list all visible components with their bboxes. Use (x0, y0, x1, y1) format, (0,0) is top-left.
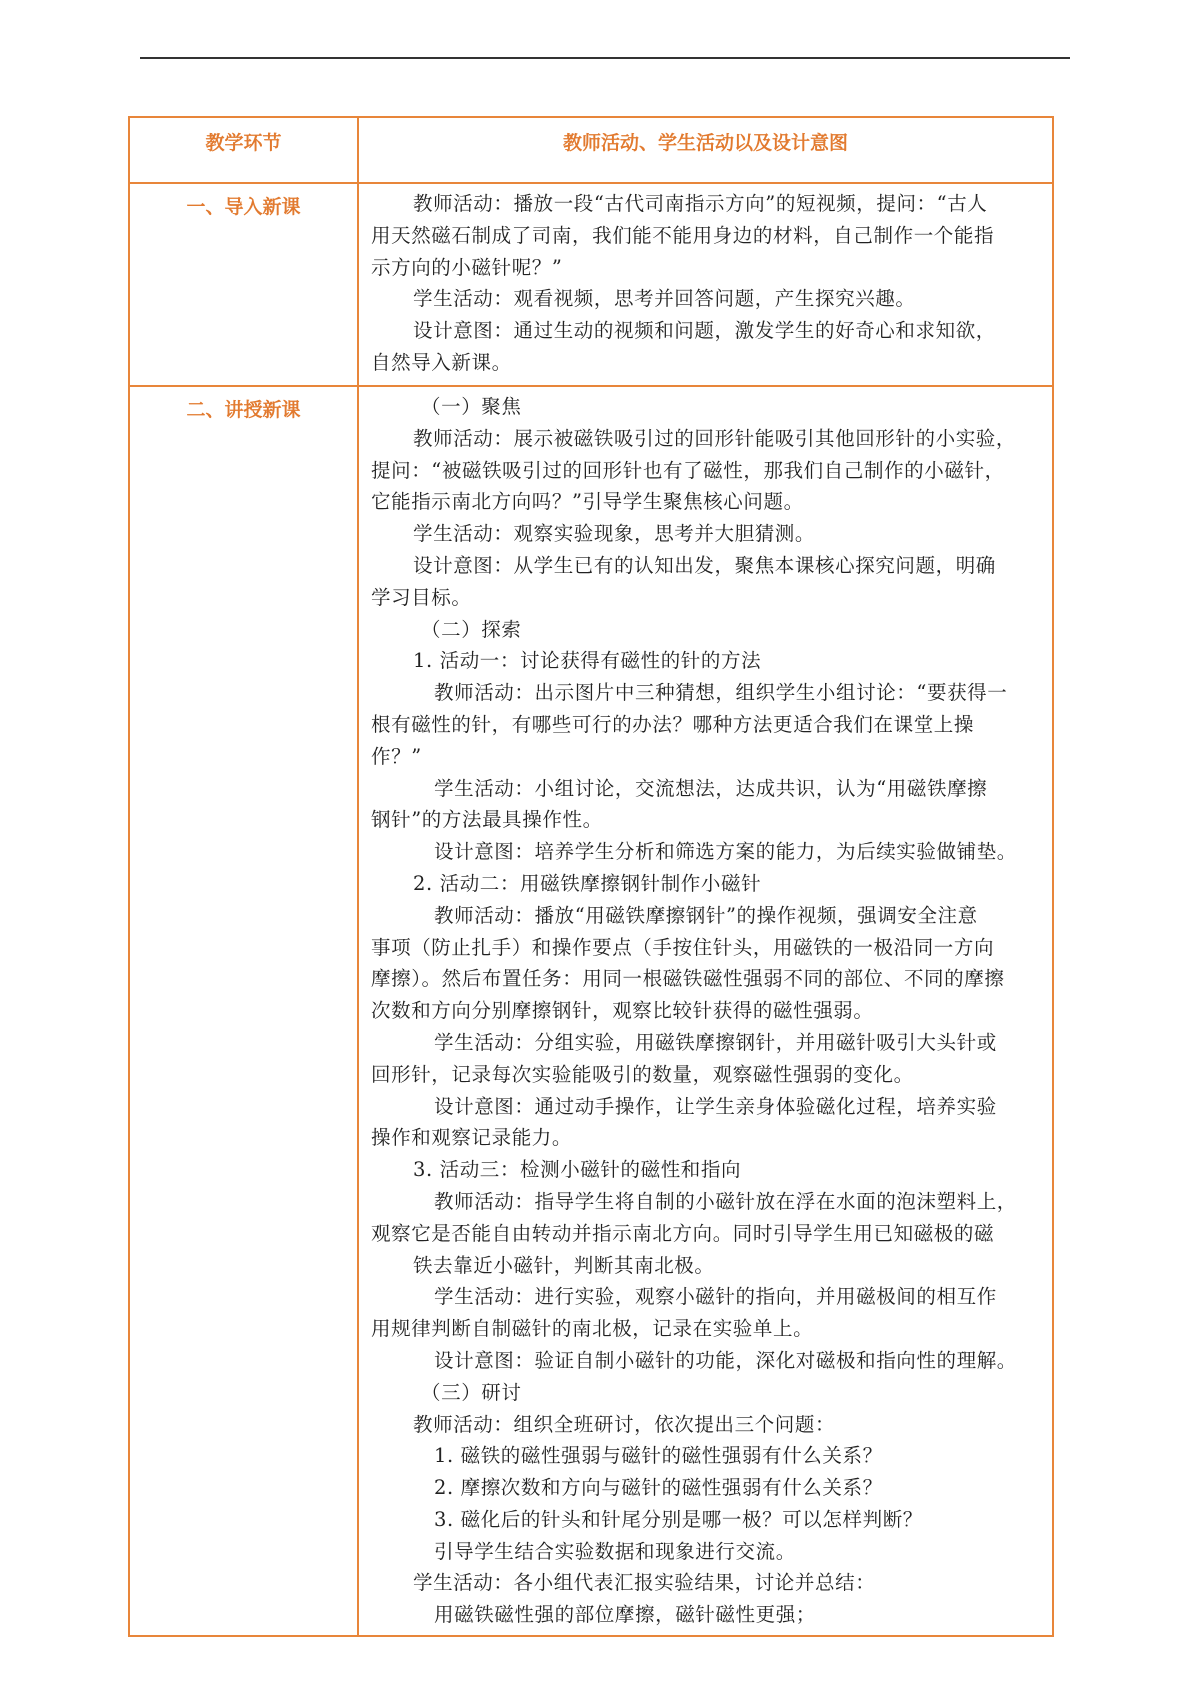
activity-heading: 3. 活动三：检测小磁针的磁性和指向 (413, 1158, 742, 1182)
section-content (358, 386, 1053, 1636)
header-rule (140, 57, 1070, 59)
text-line: 设计意图：通过动手操作，让学生亲身体验磁化过程，培养实验 (434, 1094, 997, 1118)
section-title: 二、讲授新课 (129, 386, 358, 1636)
text-line: 引导学生结合实验数据和现象进行交流。 (434, 1539, 796, 1563)
text-line: 铁去靠近小磁针，判断其南北极。 (413, 1253, 715, 1277)
text-line: 回形针，记录每次实验能吸引的数量，观察磁性强弱的变化。 (371, 1062, 914, 1086)
text-line: 次数和方向分别摩擦钢针，观察比较针获得的磁性强弱。 (371, 999, 874, 1023)
activity-heading: 2. 活动二：用磁铁摩擦钢针制作小磁针 (413, 871, 762, 895)
text-line: 教师活动：组织全班研讨，依次提出三个问题： (413, 1412, 836, 1436)
text-line: 教师活动：展示被磁铁吸引过的回形针能吸引其他回形针的小实验， (413, 426, 1017, 450)
text-line: 设计意图：培养学生分析和筛选方案的能力，为后续实验做铺垫。 (434, 840, 1017, 864)
table-row (129, 183, 1053, 386)
table-header-row (129, 117, 1053, 183)
text-line: 学生活动：观看视频，思考并回答问题，产生探究兴趣。 (413, 287, 916, 311)
header-activities-and-intent: 教师活动、学生活动以及设计意图 (358, 117, 1053, 183)
header-teaching-stage: 教学环节 (129, 117, 358, 183)
section-content (358, 183, 1053, 386)
text-line: 学习目标。 (371, 585, 472, 609)
subheading: （二）探索 (421, 617, 522, 641)
text-line: 事项（防止扎手）和操作要点（手按住针头，用磁铁的一极沿同一方向 (371, 935, 995, 959)
text-line: 作？” (371, 744, 422, 768)
text-line: 用磁铁磁性强的部位摩擦，磁针磁性更强； (434, 1603, 816, 1627)
text-line: 学生活动：各小组代表汇报实验结果，讨论并总结： (413, 1571, 876, 1595)
text-line: 根有磁性的针，有哪些可行的办法？哪种方法更适合我们在课堂上操 (371, 712, 975, 736)
text-line: 摩擦）。然后布置任务：用同一根磁铁磁性强弱不同的部位、不同的摩擦 (371, 967, 1005, 991)
text-line: 操作和观察记录能力。 (371, 1126, 573, 1150)
text-line: 教师活动：指导学生将自制的小磁针放在浮在水面的泡沫塑料上， (434, 1189, 1017, 1213)
text-line: 教师活动：播放一段“古代司南指示方向”的短视频，提问：“古人 (413, 192, 988, 215)
text-line: 设计意图：验证自制小磁针的功能，深化对磁极和指向性的理解。 (434, 1348, 1017, 1372)
text-line: 用天然磁石制成了司南，我们能不能用身边的材料，自己制作一个能指 (371, 223, 995, 247)
table-row (129, 386, 1053, 1636)
text-line: 设计意图：从学生已有的认知出发，聚焦本课核心探究问题，明确 (413, 553, 996, 577)
list-item: 2. 摩擦次数和方向与磁针的磁性强弱有什么关系？ (434, 1476, 883, 1500)
text-line: 学生活动：进行实验，观察小磁针的指向，并用磁极间的相互作 (434, 1285, 997, 1309)
text-line: 它能指示南北方向吗？”引导学生聚焦核心问题。 (371, 490, 804, 514)
text-line: 教师活动：出示图片中三种猜想，组织学生小组讨论：“要获得一 (434, 681, 1008, 705)
text-line: 钢针”的方法最具操作性。 (371, 808, 603, 832)
list-item: 3. 磁化后的针头和针尾分别是哪一极？可以怎样判断？ (434, 1507, 923, 1531)
lesson-plan-table (128, 116, 1054, 1637)
subheading: （一）聚焦 (421, 395, 522, 418)
list-item: 1. 磁铁的磁性强弱与磁针的磁性强弱有什么关系？ (434, 1444, 883, 1468)
text-line: 自然导入新课。 (371, 350, 512, 374)
subheading: （三）研讨 (421, 1380, 522, 1404)
text-line: 学生活动：观察实验现象，思考并大胆猜测。 (413, 522, 816, 546)
text-line: 用规律判断自制磁针的南北极，记录在实验单上。 (371, 1317, 814, 1341)
text-line: 学生活动：小组讨论，交流想法，达成共识，认为“用磁铁摩擦 (434, 776, 988, 800)
text-line: 教师活动：播放“用磁铁摩擦钢针”的操作视频，强调安全注意 (434, 903, 978, 927)
text-line: 学生活动：分组实验，用磁铁摩擦钢针，并用磁针吸引大头针或 (434, 1030, 997, 1054)
text-line: 提问：“被磁铁吸引过的回形针也有了磁性，那我们自己制作的小磁针， (371, 458, 1005, 482)
text-line: 观察它是否能自由转动并指示南北方向。同时引导学生用已知磁极的磁 (371, 1221, 995, 1245)
activity-heading: 1. 活动一：讨论获得有磁性的针的方法 (413, 649, 762, 673)
section-title: 一、导入新课 (129, 183, 358, 386)
text-line: 设计意图：通过生动的视频和问题，激发学生的好奇心和求知欲， (413, 319, 996, 343)
text-line: 示方向的小磁针呢？” (371, 255, 563, 279)
